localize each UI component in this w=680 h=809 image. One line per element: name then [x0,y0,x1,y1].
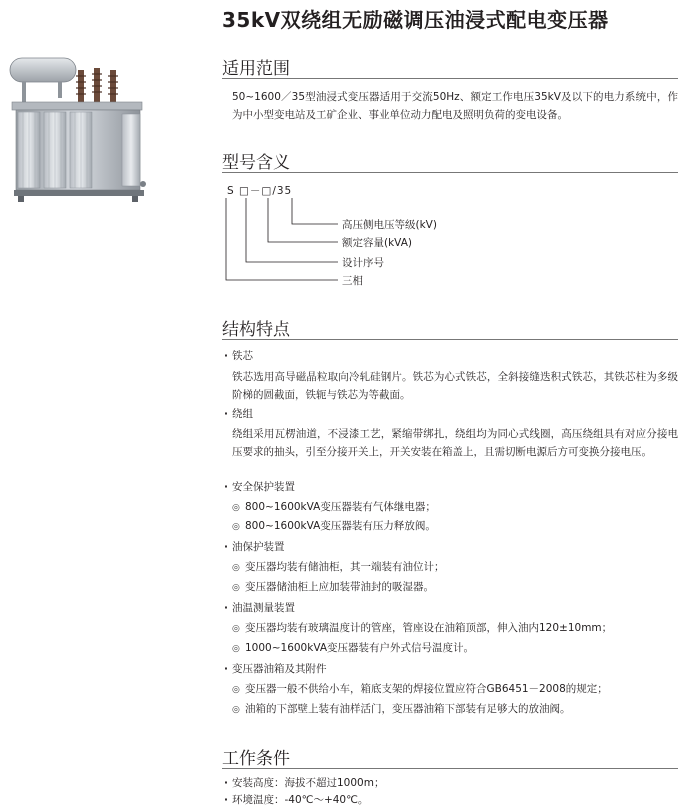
oil-temp-title: · 油温测量装置 [224,600,295,615]
structure-divider [222,339,678,340]
page-title: 35kV双绕组无励磁调压油浸式配电变压器 [222,8,609,32]
tank-title: · 变压器油箱及其附件 [224,661,327,676]
winding-title: · 绕组 [224,406,253,421]
oil-protection-title: · 油保护装置 [224,539,285,554]
core-text: 铁芯选用高导磁晶粒取向冷轧硅钢片。铁芯为心式铁芯，全斜接缝迭积式铁芯，其铁芯柱为多级阶梯的圆截面，铁轭与铁芯为等截面。 [232,371,678,401]
condition-item: · 环境温度：-40℃～+40℃。 [224,792,368,807]
transformer-photo [2,48,162,208]
model-heading: 型号含义 [222,153,290,173]
scope-heading: 适用范围 [222,59,290,79]
winding-text: 绕组采用瓦楞油道，不浸漆工艺，紧缩带绑扎，绕组均为同心式线圈，高压绕组具有对应分接电压要求的抽头，引至分接开关上，开关安装在箱盖上，且需切断电源后方可变换分接电压。 [232,428,678,458]
oil-protection-item: ◎ 变压器储油柜上应加装带油封的吸湿器。 [232,579,434,594]
oil-temp-item: ◎ 变压器均装有玻璃温度计的管座，管座设在油箱顶部，伸入油内120±10mm； [232,620,612,635]
model-label-voltage: 高压侧电压等级(kV) [342,219,437,231]
model-divider [222,172,678,173]
scope-divider [222,78,678,79]
oil-protection-item: ◎ 变压器均装有储油柜，其一端装有油位计； [232,559,445,574]
protection-item: ◎ 800~1600kVA变压器装有压力释放阀。 [232,518,436,533]
model-label-serial: 设计序号 [342,257,384,269]
structure-heading: 结构特点 [222,320,290,340]
protection-title: · 安全保护装置 [224,479,295,494]
model-label-capacity: 额定容量(kVA) [342,237,412,249]
conditions-divider [222,768,678,769]
conditions-heading: 工作条件 [222,749,290,769]
model-code: S □－□/35 [227,185,293,197]
model-code-diagram [220,196,360,292]
scope-text: 50~1600／35型油浸式变压器适用于交流50Hz、额定工作电压35kV及以下的电力系统中，作为中小型变电站及工矿企业、事业单位动力配电及照明负荷的变电设备。 [232,91,678,121]
tank-item: ◎ 油箱的下部壁上装有油样活门，变压器油箱下部装有足够大的放油阀。 [232,701,571,716]
tank-item: ◎ 变压器一般不供给小车，箱底支架的焊接位置应符合GB6451－2008的规定； [232,681,608,696]
oil-temp-item: ◎ 1000~1600kVA变压器装有户外式信号温度计。 [232,640,474,655]
condition-item: · 安装高度：海拔不超过1000m； [224,775,384,790]
protection-item: ◎ 800~1600kVA变压器装有气体继电器； [232,499,436,514]
core-title: · 铁芯 [224,348,253,363]
model-label-phase: 三相 [342,275,363,287]
